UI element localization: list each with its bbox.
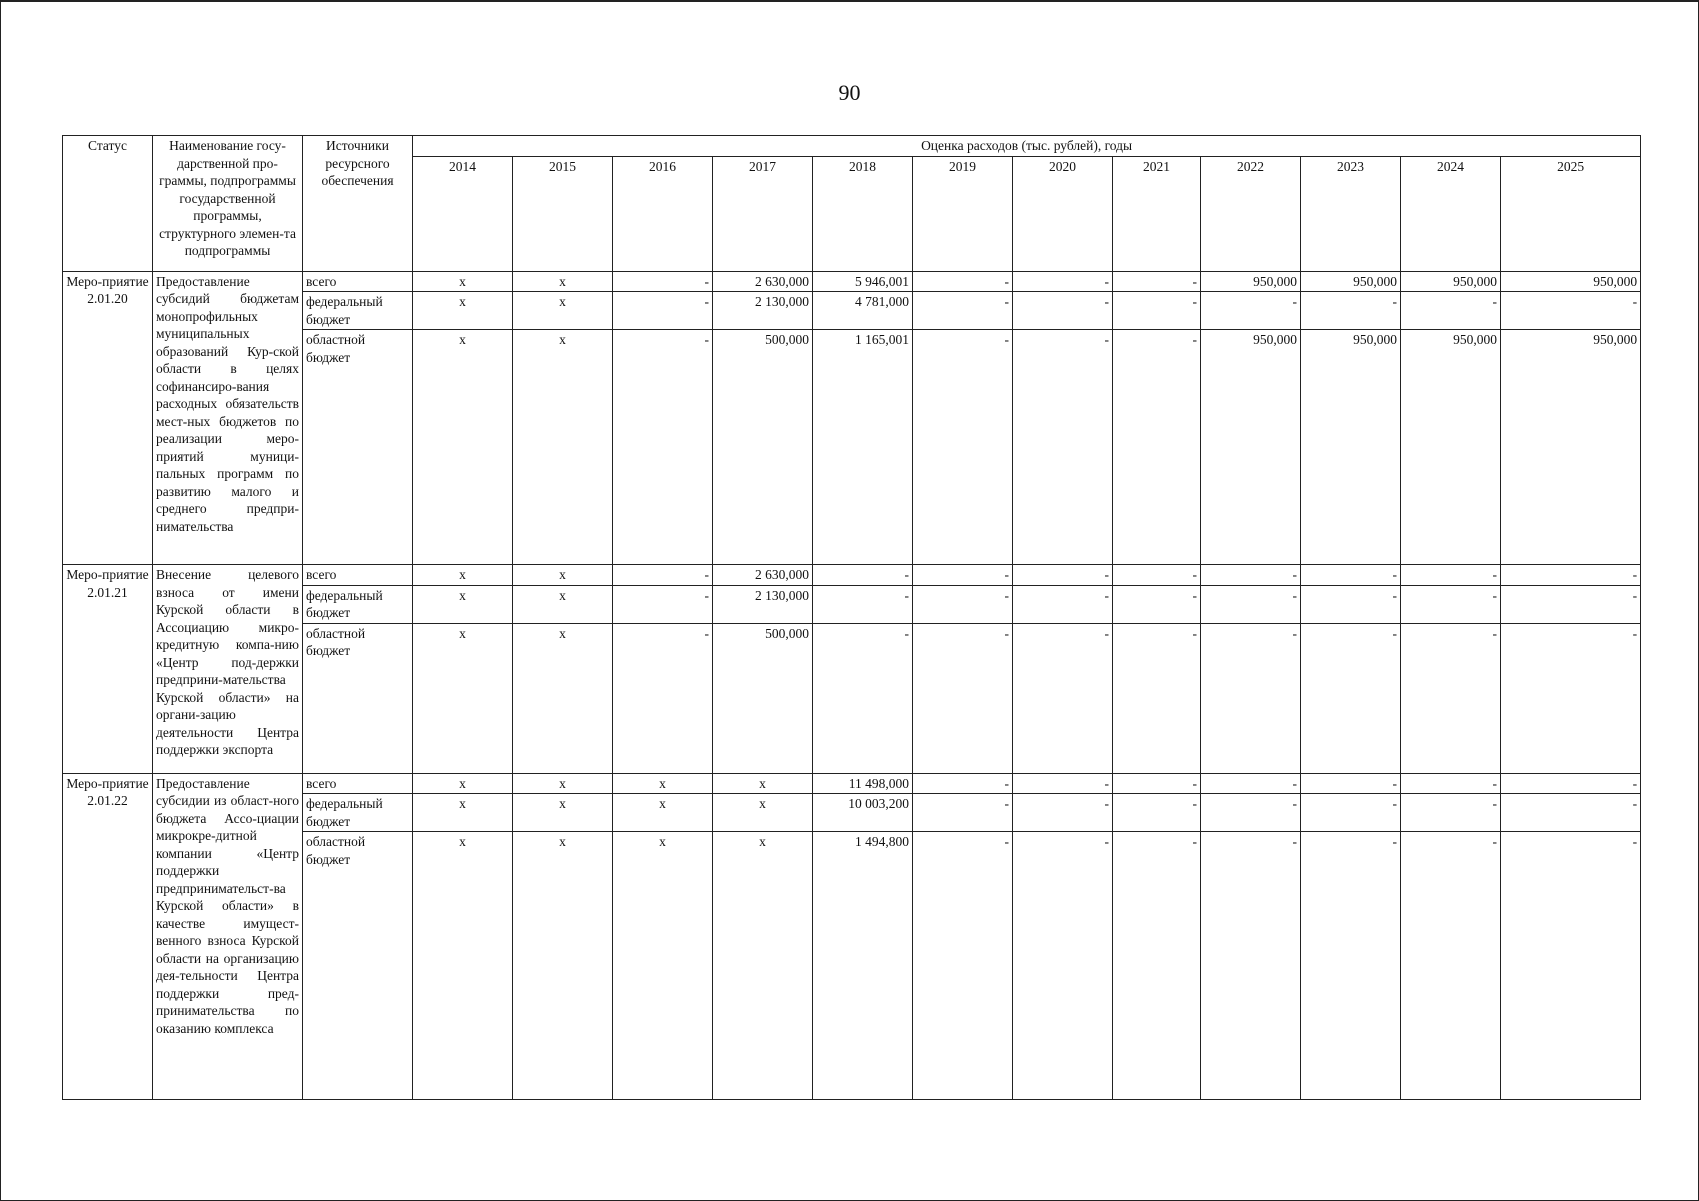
value-cell: 11 498,000 xyxy=(813,773,913,794)
value-cell: x xyxy=(513,565,613,586)
value-cell: - xyxy=(913,585,1013,623)
value-cell: - xyxy=(613,565,713,586)
value-cell: - xyxy=(1201,565,1301,586)
value-cell: - xyxy=(1113,832,1201,1100)
value-cell: - xyxy=(1501,565,1641,586)
value-cell: - xyxy=(913,794,1013,832)
value-cell: - xyxy=(913,773,1013,794)
value-cell: x xyxy=(413,623,513,773)
value-cell: - xyxy=(813,585,913,623)
value-cell: - xyxy=(1201,773,1301,794)
value-cell: - xyxy=(1301,773,1401,794)
value-cell: - xyxy=(1013,773,1113,794)
value-cell: - xyxy=(1113,565,1201,586)
header-sources: Источники ресурсного обеспечения xyxy=(303,136,413,272)
value-cell: - xyxy=(1013,330,1113,565)
value-cell: - xyxy=(1113,292,1201,330)
value-cell: x xyxy=(613,832,713,1100)
header-year: 2016 xyxy=(613,156,713,271)
value-cell: - xyxy=(1013,832,1113,1100)
header-year: 2014 xyxy=(413,156,513,271)
value-cell: x xyxy=(513,773,613,794)
value-cell: - xyxy=(1301,623,1401,773)
source-cell: федеральный бюджет xyxy=(303,585,413,623)
value-cell: - xyxy=(1113,794,1201,832)
value-cell: - xyxy=(813,623,913,773)
value-cell: - xyxy=(1201,794,1301,832)
value-cell: x xyxy=(513,585,613,623)
value-cell: x xyxy=(613,794,713,832)
value-cell: x xyxy=(513,292,613,330)
value-cell: - xyxy=(1013,623,1113,773)
value-cell: 2 630,000 xyxy=(713,271,813,292)
value-cell: 500,000 xyxy=(713,330,813,565)
value-cell: 950,000 xyxy=(1501,330,1641,565)
value-cell: x xyxy=(513,832,613,1100)
table-row xyxy=(63,565,1641,586)
value-cell: - xyxy=(1013,794,1113,832)
header-year: 2017 xyxy=(713,156,813,271)
value-cell: x xyxy=(413,292,513,330)
value-cell: x xyxy=(413,794,513,832)
value-cell: x xyxy=(713,773,813,794)
header-row-top xyxy=(63,136,1641,157)
value-cell: - xyxy=(1113,271,1201,292)
value-cell: x xyxy=(413,832,513,1100)
value-cell: x xyxy=(413,773,513,794)
header-expenses: Оценка расходов (тыс. рублей), годы xyxy=(413,136,1641,157)
value-cell: - xyxy=(1401,565,1501,586)
value-cell: 950,000 xyxy=(1401,330,1501,565)
value-cell: 950,000 xyxy=(1301,271,1401,292)
value-cell: - xyxy=(1401,794,1501,832)
value-cell: - xyxy=(813,565,913,586)
value-cell: x xyxy=(413,271,513,292)
value-cell: - xyxy=(1013,585,1113,623)
value-cell: 5 946,001 xyxy=(813,271,913,292)
header-name: Наименование госу-дарственной про-граммы, подпрограммы государственной программы, структурного элемен-та подпрограммы xyxy=(153,136,303,272)
value-cell: - xyxy=(1501,292,1641,330)
source-cell: федеральный бюджет xyxy=(303,292,413,330)
value-cell: 1 165,001 xyxy=(813,330,913,565)
value-cell: - xyxy=(1501,794,1641,832)
value-cell: - xyxy=(1013,565,1113,586)
value-cell: - xyxy=(1501,585,1641,623)
value-cell: 950,000 xyxy=(1401,271,1501,292)
status-cell: Меро-приятие 2.01.20 xyxy=(63,271,153,565)
value-cell: x xyxy=(513,623,613,773)
value-cell: 950,000 xyxy=(1201,330,1301,565)
value-cell: - xyxy=(1201,292,1301,330)
value-cell: 10 003,200 xyxy=(813,794,913,832)
header-year: 2021 xyxy=(1113,156,1201,271)
value-cell: - xyxy=(913,623,1013,773)
header-year: 2022 xyxy=(1201,156,1301,271)
value-cell: - xyxy=(1301,565,1401,586)
header-year: 2018 xyxy=(813,156,913,271)
value-cell: - xyxy=(1301,832,1401,1100)
page-number: 90 xyxy=(838,80,861,105)
value-cell: - xyxy=(1301,292,1401,330)
value-cell: 2 130,000 xyxy=(713,585,813,623)
value-cell: x xyxy=(713,832,813,1100)
header-year: 2015 xyxy=(513,156,613,271)
value-cell: x xyxy=(413,330,513,565)
value-cell: - xyxy=(1401,832,1501,1100)
value-cell: x xyxy=(413,565,513,586)
measure-name-cell: Внесение целевого взноса от имени Курской области в Ассоциацию микро-кредитную компа-нию «Центр под-держки предприни-мательства Курской области» на органи-зацию деятельности Центра поддержки экспорта xyxy=(153,565,303,774)
value-cell: - xyxy=(913,565,1013,586)
value-cell: 1 494,800 xyxy=(813,832,913,1100)
value-cell: - xyxy=(1113,623,1201,773)
source-cell: всего xyxy=(303,773,413,794)
value-cell: - xyxy=(913,832,1013,1100)
header-year: 2023 xyxy=(1301,156,1401,271)
value-cell: - xyxy=(613,623,713,773)
header-year: 2019 xyxy=(913,156,1013,271)
value-cell: - xyxy=(1401,773,1501,794)
value-cell: - xyxy=(1113,773,1201,794)
value-cell: - xyxy=(1013,292,1113,330)
budget-table xyxy=(62,135,1641,1100)
value-cell: - xyxy=(1501,832,1641,1100)
source-cell: федеральный бюджет xyxy=(303,794,413,832)
value-cell: - xyxy=(913,330,1013,565)
source-cell: областной бюджет xyxy=(303,623,413,773)
measure-name-cell: Предоставление субсидии из област-ного бюджета Ассо-циации микрокре-дитной компании «Центр поддержки предпринимательст-ва Курской области» в качестве имущест-венного взноса Курской области на организацию дея-тельности Центра поддержки пред-принимательства по оказанию комплекса xyxy=(153,773,303,1100)
value-cell: x xyxy=(613,773,713,794)
value-cell: - xyxy=(613,585,713,623)
value-cell: - xyxy=(1401,292,1501,330)
value-cell: 950,000 xyxy=(1501,271,1641,292)
value-cell: 950,000 xyxy=(1301,330,1401,565)
value-cell: x xyxy=(413,585,513,623)
value-cell: - xyxy=(1201,832,1301,1100)
value-cell: 500,000 xyxy=(713,623,813,773)
value-cell: - xyxy=(613,292,713,330)
value-cell: - xyxy=(1401,623,1501,773)
table-row xyxy=(63,271,1641,292)
status-cell: Меро-приятие 2.01.21 xyxy=(63,565,153,774)
value-cell: 2 130,000 xyxy=(713,292,813,330)
header-year: 2024 xyxy=(1401,156,1501,271)
value-cell: x xyxy=(513,794,613,832)
value-cell: x xyxy=(513,271,613,292)
value-cell: - xyxy=(1113,585,1201,623)
source-cell: областной бюджет xyxy=(303,832,413,1100)
table-row xyxy=(63,773,1641,794)
value-cell: x xyxy=(713,794,813,832)
value-cell: - xyxy=(1301,585,1401,623)
value-cell: - xyxy=(613,271,713,292)
source-cell: всего xyxy=(303,565,413,586)
header-year: 2020 xyxy=(1013,156,1113,271)
value-cell: x xyxy=(513,330,613,565)
value-cell: - xyxy=(1113,330,1201,565)
value-cell: - xyxy=(613,330,713,565)
table-body xyxy=(63,271,1641,1100)
header-year: 2025 xyxy=(1501,156,1641,271)
value-cell: - xyxy=(1201,585,1301,623)
status-cell: Меро-приятие 2.01.22 xyxy=(63,773,153,1100)
header-status: Статус xyxy=(63,136,153,272)
value-cell: 950,000 xyxy=(1201,271,1301,292)
value-cell: 4 781,000 xyxy=(813,292,913,330)
value-cell: 2 630,000 xyxy=(713,565,813,586)
value-cell: - xyxy=(913,271,1013,292)
source-cell: областной бюджет xyxy=(303,330,413,565)
value-cell: - xyxy=(1201,623,1301,773)
value-cell: - xyxy=(1013,271,1113,292)
source-cell: всего xyxy=(303,271,413,292)
value-cell: - xyxy=(1501,623,1641,773)
value-cell: - xyxy=(1401,585,1501,623)
value-cell: - xyxy=(1501,773,1641,794)
measure-name-cell: Предоставление субсидий бюджетам монопрофильных муниципальных образований Кур-ской области в целях софинансиро-вания расходных обязательств мест-ных бюджетов по реализации меро-приятий муници-пальных программ по развитию малого и среднего предпри-нимательства xyxy=(153,271,303,565)
value-cell: - xyxy=(1301,794,1401,832)
value-cell: - xyxy=(913,292,1013,330)
